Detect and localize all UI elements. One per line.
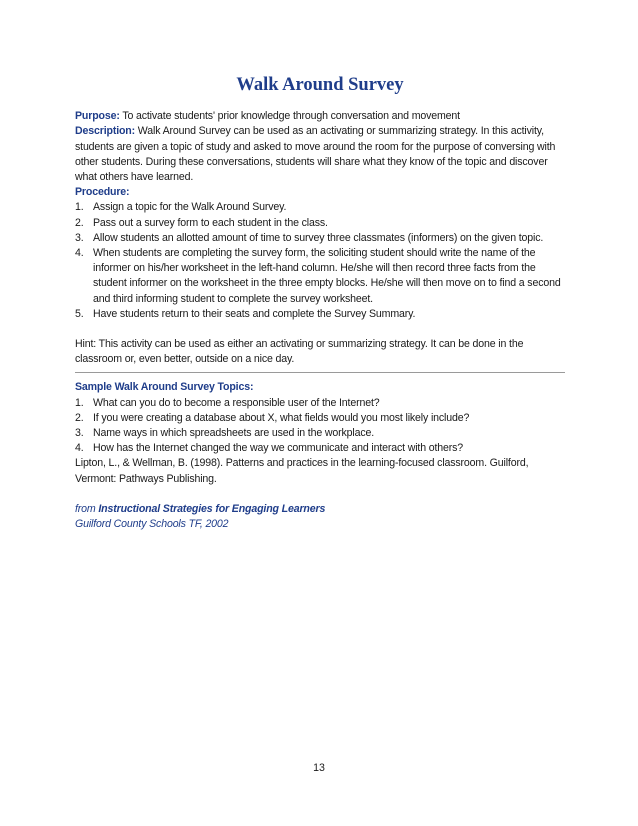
step-text: Assign a topic for the Walk Around Survey. [93, 201, 287, 214]
document-page [75, 74, 565, 532]
procedure-list [75, 200, 565, 322]
source-book-title: Instructional Strategies for Engaging Learners [98, 502, 326, 515]
topic-item [75, 426, 565, 441]
step-number: 1. [75, 201, 84, 214]
step-number: 2. [75, 216, 84, 229]
source-block [75, 502, 565, 532]
section-divider [75, 372, 565, 373]
purpose-label: Purpose: [75, 110, 120, 123]
step-text: Allow students an allotted amount of time to survey three classmates (informers) on the given topic. [93, 231, 544, 244]
topic-number: 1. [75, 396, 84, 409]
page-number: 13 [313, 762, 325, 774]
topics-heading: Sample Walk Around Survey Topics: [75, 381, 254, 394]
topic-item [75, 441, 565, 456]
procedure-step [75, 246, 565, 307]
purpose-text: To activate students' prior knowledge through conversation and movement [119, 110, 460, 123]
topic-item [75, 411, 565, 426]
source-from: from [75, 502, 99, 515]
procedure-step [75, 307, 565, 322]
step-number: 3. [75, 231, 84, 244]
step-text: Have students return to their seats and complete the Survey Summary. [93, 307, 416, 320]
step-text: When students are completing the survey form, the soliciting student should write the name of the informer on his/her worksheet in the left-hand column. He/she will then record three facts from the student informer on the worksheet in the three empty blocks. He/she will then move on to find a second and third informing student to complete the survey worksheet. [93, 247, 561, 305]
purpose-paragraph [75, 109, 565, 124]
document-body [75, 109, 565, 532]
step-number: 4. [75, 247, 84, 260]
source-line [75, 502, 565, 517]
topic-text: What can you do to become a responsible user of the Internet? [93, 396, 380, 409]
step-number: 5. [75, 307, 84, 320]
procedure-step [75, 231, 565, 246]
topic-item [75, 396, 565, 411]
topic-number: 4. [75, 442, 84, 455]
topics-list [75, 396, 565, 457]
source-org: Guilford County Schools TF, 2002 [75, 518, 229, 531]
step-text: Pass out a survey form to each student in the class. [93, 216, 328, 229]
citation: Lipton, L., & Wellman, B. (1998). Patterns and practices in the learning-focused classroom. Guilford, Vermont: Pathways Publishing. [75, 457, 529, 485]
topic-text: Name ways in which spreadsheets are used in the workplace. [93, 427, 375, 440]
hint-paragraph: Hint: This activity can be used as either an activating or summarizing strategy. It can be done in the classroom or, even better, outside on a nice day. [75, 338, 524, 366]
topic-text: How has the Internet changed the way we communicate and interact with others? [93, 442, 464, 455]
description-text: Walk Around Survey can be used as an activating or summarizing strategy. In this activity, students are given a topic of study and asked to move around the room for the purpose of conversing with other students. During these conversations, students will share what they know of the topic and discover what others have learned. [75, 125, 556, 183]
description-label: Description: [75, 125, 136, 138]
topic-number: 3. [75, 427, 84, 440]
procedure-step [75, 216, 565, 231]
topic-number: 2. [75, 411, 84, 424]
procedure-step [75, 200, 565, 215]
procedure-label: Procedure: [75, 186, 130, 199]
description-paragraph [75, 124, 565, 185]
document-title: Walk Around Survey [236, 75, 404, 95]
topic-text: If you were creating a database about X, what fields would you most likely include? [93, 411, 470, 424]
